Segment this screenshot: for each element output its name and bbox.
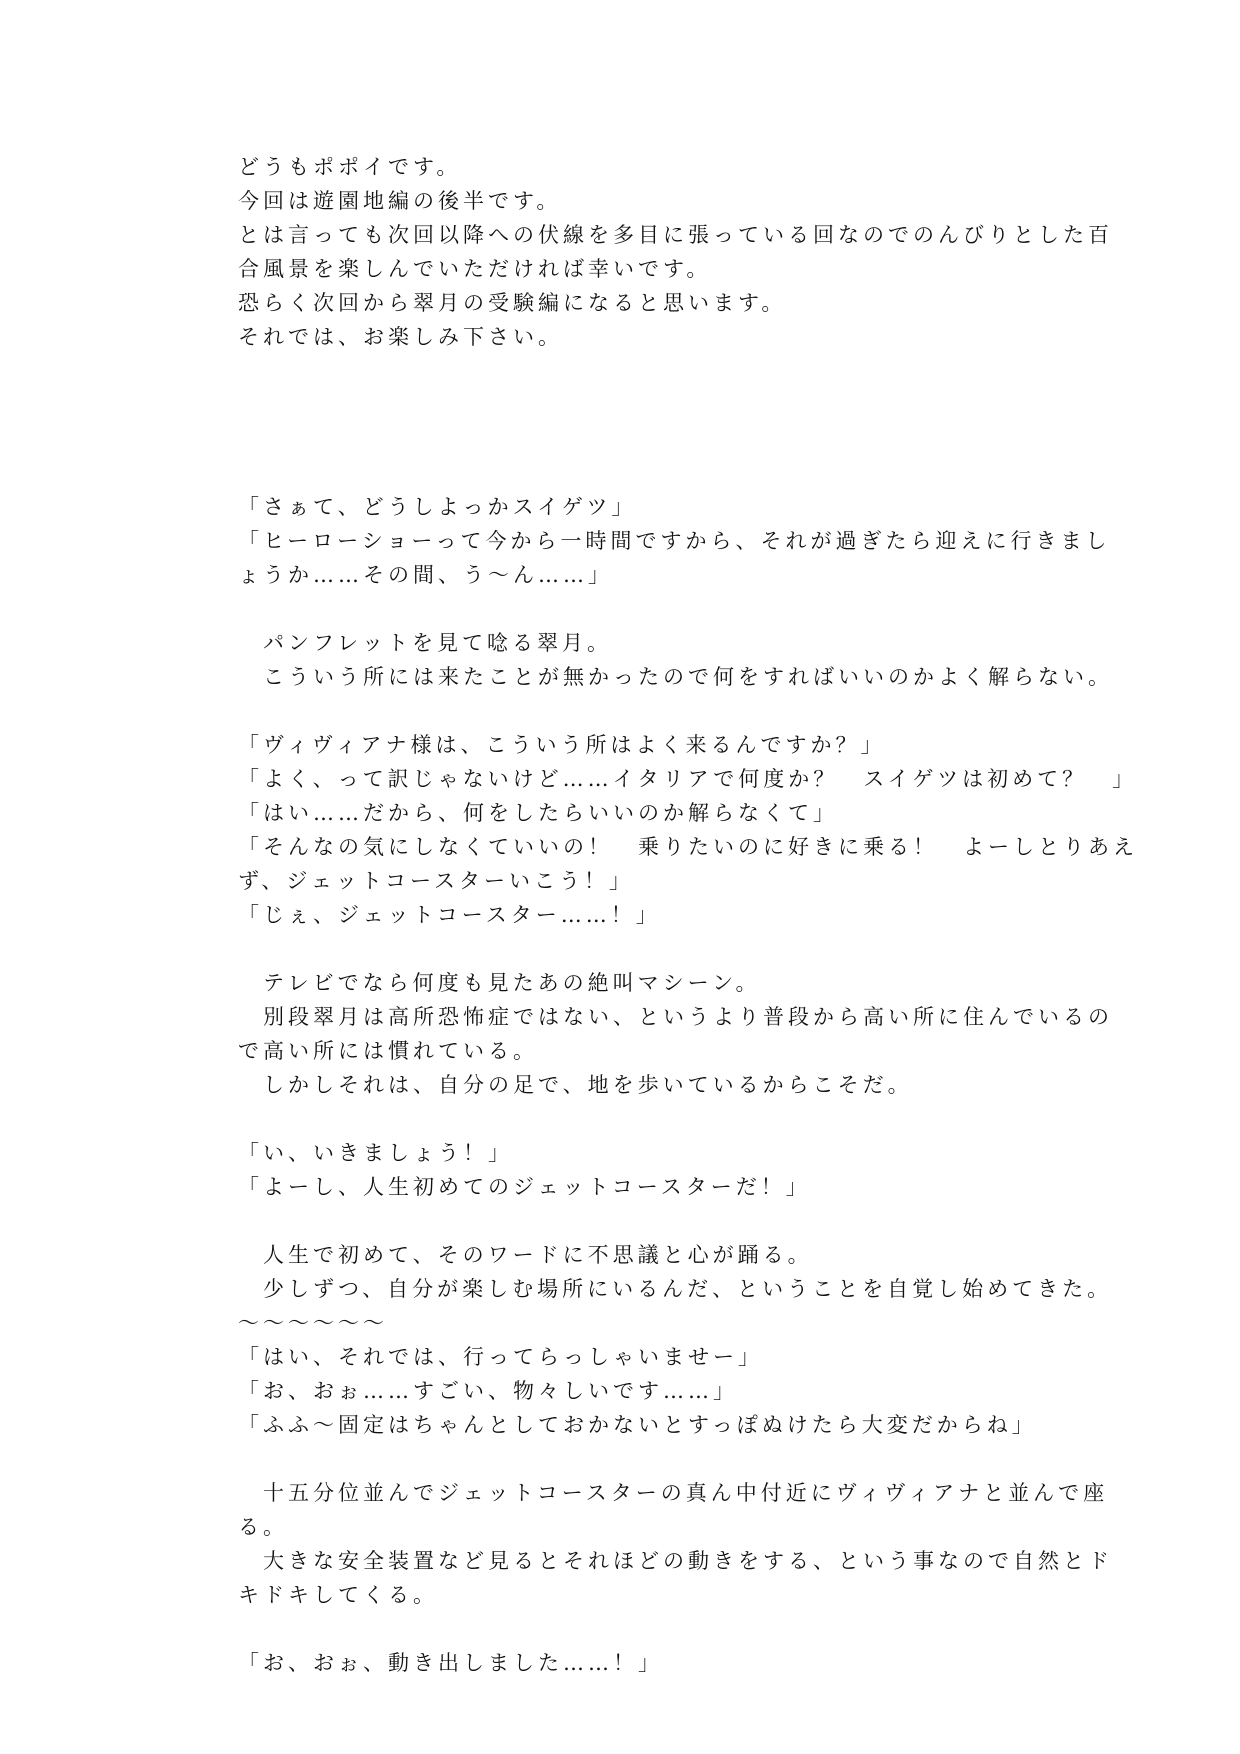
text-line: 「ヒーローショーって今から一時間ですから、それが過ぎたら迎えに行きまし bbox=[238, 529, 1111, 553]
text-line: それでは、お楽しみ下さい。 bbox=[238, 325, 563, 349]
blank-line bbox=[238, 592, 1018, 626]
text-line: 「そんなの気にしなくていいの！ 乗りたいのに好きに乗る！ よーしとりあえ bbox=[238, 835, 1138, 859]
text-line: こういう所には来たことが無かったので何をすればいいのかよく解らない。 bbox=[238, 665, 1113, 689]
blank-line bbox=[238, 456, 1018, 490]
text-line: ょうか……その間、う〜ん……」 bbox=[238, 563, 613, 587]
text-line: る。 bbox=[238, 1515, 288, 1539]
blank-line bbox=[238, 354, 1018, 388]
text-line: しかしそれは、自分の足で、地を歩いているからこそだ。 bbox=[238, 1073, 913, 1097]
text-line: 「ふふ〜固定はちゃんとしておかないとすっぽぬけたら大変だからね」 bbox=[238, 1413, 1037, 1437]
text-line: 「い、いきましょう！」 bbox=[238, 1141, 513, 1165]
text-line: パンフレットを見て唸る翠月。 bbox=[238, 631, 612, 655]
text-line: 恐らく次回から翠月の受験編になると思います。 bbox=[238, 291, 787, 315]
text-line: とは言っても次回以降への伏線を多目に張っている回なのでのんびりとした百 bbox=[238, 223, 1113, 247]
blank-line bbox=[238, 1102, 1018, 1136]
text-line: 人生で初めて、そのワードに不思議と心が踊る。 bbox=[238, 1243, 813, 1267]
blank-line bbox=[238, 388, 1018, 422]
blank-line bbox=[238, 1204, 1018, 1238]
text-line: 「はい……だから、何をしたらいいのか解らなくて」 bbox=[238, 801, 838, 825]
text-line: 「さぁて、どうしよっかスイゲツ」 bbox=[238, 495, 637, 519]
text-line: 少しずつ、自分が楽しむ場所にいるんだ、ということを自覚し始めてきた。 bbox=[238, 1277, 1113, 1301]
blank-line bbox=[238, 422, 1018, 456]
text-line: キドキしてくる。 bbox=[238, 1583, 438, 1607]
text-line: 「じぇ、ジェットコースター……！」 bbox=[238, 903, 661, 927]
blank-line bbox=[238, 694, 1018, 728]
text-line: テレビでなら何度も見たあの絶叫マシーン。 bbox=[238, 971, 761, 995]
blank-line bbox=[238, 932, 1018, 966]
text-line: ず、ジェットコースターいこう！」 bbox=[238, 869, 635, 893]
text-line: 合風景を楽しんでいただければ幸いです。 bbox=[238, 257, 712, 281]
text-line: 「はい、それでは、行ってらっしゃいませー」 bbox=[238, 1345, 763, 1369]
text-line: 「お、おぉ、動き出しました……！」 bbox=[238, 1651, 663, 1675]
text-line: 大きな安全装置など見るとそれほどの動きをする、という事なので自然とド bbox=[238, 1549, 1113, 1573]
text-line: 別段翠月は高所恐怖症ではない、というより普段から高い所に住んでいるの bbox=[238, 1005, 1113, 1029]
text-line: 十五分位並んでジェットコースターの真ん中付近にヴィヴィアナと並んで座 bbox=[238, 1481, 1109, 1505]
text-line: 「ヴィヴィアナ様は、こういう所はよく来るんですか？」 bbox=[238, 733, 886, 757]
text-line: 「お、おぉ……すごい、物々しいです……」 bbox=[238, 1379, 738, 1403]
blank-line bbox=[238, 1612, 1018, 1646]
text-line: 「よーし、人生初めてのジェットコースターだ！」 bbox=[238, 1175, 811, 1199]
text-line: 〜〜〜〜〜〜 bbox=[238, 1311, 388, 1335]
text-line: 今回は遊園地編の後半です。 bbox=[238, 189, 562, 213]
text-line: どうもポポイです。 bbox=[238, 155, 462, 179]
blank-line bbox=[238, 1442, 1018, 1476]
document-page bbox=[238, 150, 1138, 1680]
text-line: で高い所には慣れている。 bbox=[238, 1039, 538, 1063]
text-line: 「よく、って訳じゃないけど……イタリアで何度か？ スイゲツは初めて？ 」 bbox=[238, 767, 1138, 791]
